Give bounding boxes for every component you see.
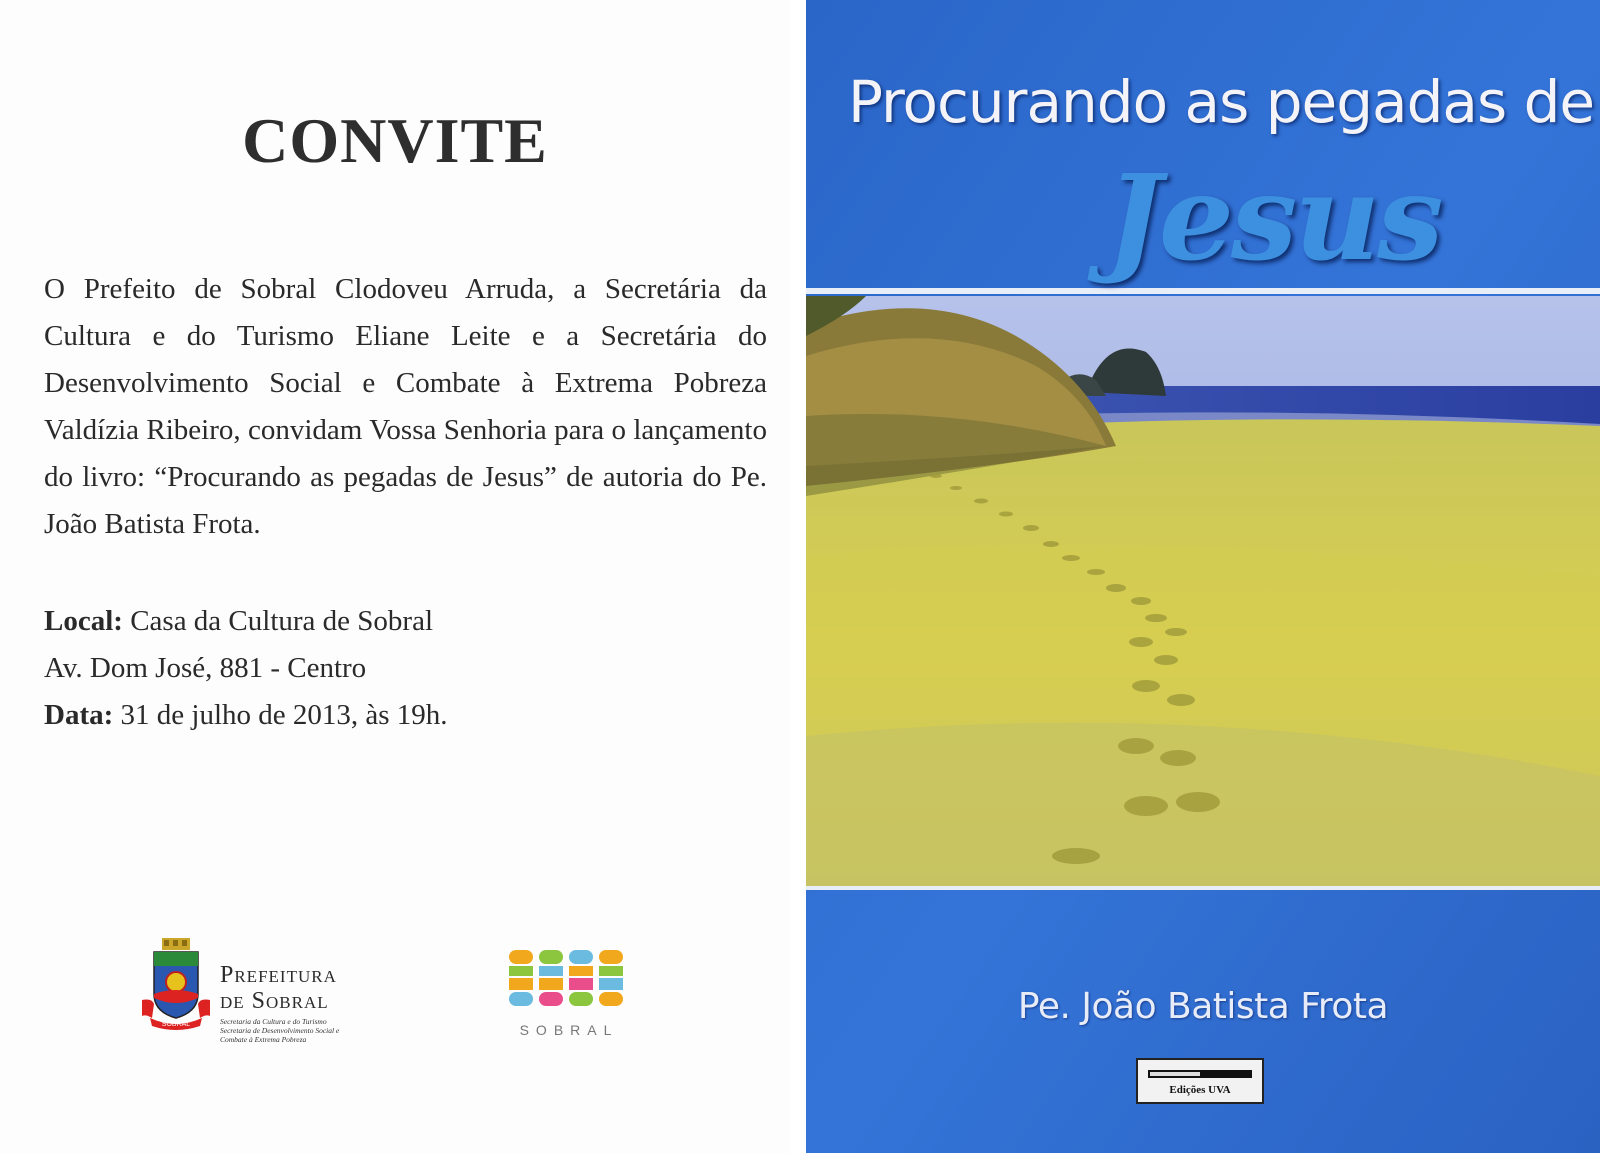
ecoa-wordmark-icon: [507, 948, 627, 1012]
event-details: [44, 598, 448, 739]
ecoa-city: SOBRAL: [519, 1022, 619, 1038]
svg-text:SOBRAL: SOBRAL: [161, 1021, 191, 1028]
publisher-bar-highlight: [1150, 1072, 1200, 1076]
invitation-panel: [0, 0, 790, 1153]
invitation-body: O Prefeito de Sobral Clodoveu Arruda, a Secretária da Cultura e do Turismo Eliane Leite e a Secretária do Desenvolvimento Social e Combate à Extrema Pobreza Valdízia Ribeiro, convidam Vossa Senhoria para o lançamento do livro: “Procurando as pegadas de Jesus” de autoria do Pe. João Batista Frota.: [44, 273, 767, 540]
cover-title-jesus: Jesus: [1106, 148, 1441, 287]
location-value: Casa da Cultura de Sobral: [130, 605, 434, 637]
prefeitura-line1: Prefeitura: [220, 962, 337, 988]
event-date: [44, 692, 448, 739]
prefeitura-wordmark: [220, 962, 339, 1044]
location-label: Local:: [44, 605, 123, 637]
publisher-name: Edições UVA: [1169, 1084, 1231, 1096]
event-address: Av. Dom José, 881 - Centro: [44, 652, 367, 684]
prefeitura-sub2: Secretaria de Desenvolvimento Social e: [220, 1026, 340, 1035]
beach-footprints-photo: [806, 296, 1600, 886]
invitation-title: CONVITE: [242, 105, 548, 176]
date-value: 31 de julho de 2013, às 19h.: [120, 699, 448, 731]
prefeitura-sub1: Secretaria da Cultura e do Turismo: [220, 1017, 327, 1026]
event-location: [44, 598, 448, 645]
cover-author: Pe. João Batista Frota: [1017, 986, 1389, 1027]
date-label: Data:: [44, 699, 114, 731]
prefeitura-sub3: Combate à Extrema Pobreza: [220, 1035, 307, 1044]
prefeitura-line2: de Sobral: [220, 988, 329, 1014]
cover-title: Procurando as pegadas de: [848, 68, 1595, 136]
sobral-crest-icon: [142, 938, 210, 1032]
publisher-logo: [1136, 1058, 1264, 1104]
ecoa-sobral-logo: [507, 948, 627, 1038]
prefeitura-sobral-logo: [142, 938, 382, 1048]
book-cover: [806, 0, 1600, 1153]
